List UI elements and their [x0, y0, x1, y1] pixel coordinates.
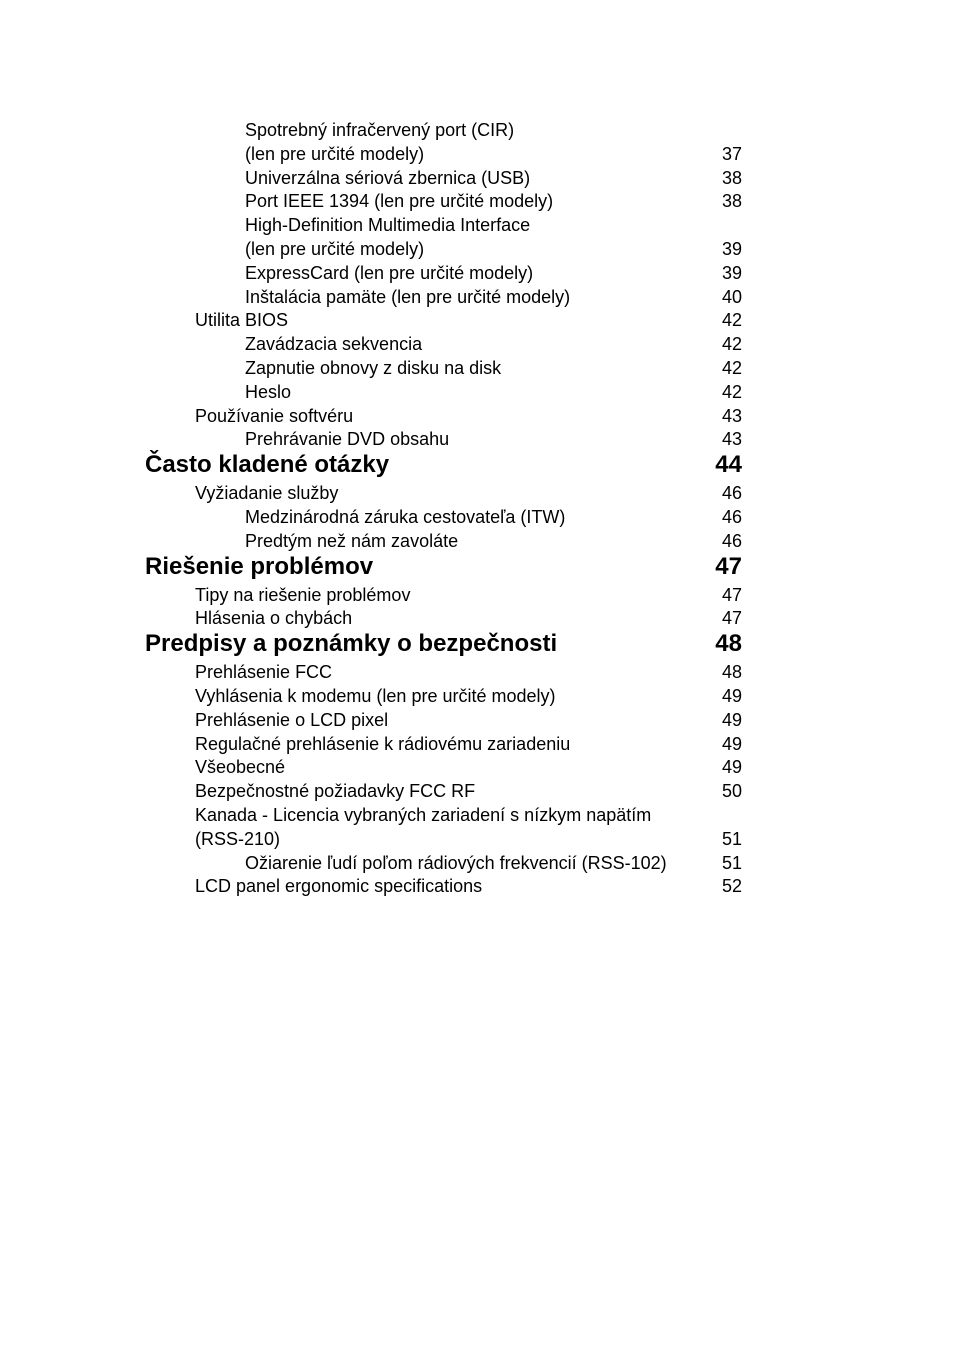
toc-page-number: 46 — [721, 506, 742, 527]
toc-entry[interactable] — [0, 213, 954, 237]
toc-entry-title: Vyžiadanie služby — [195, 483, 339, 504]
toc-page-number: 38 — [721, 167, 742, 188]
toc-chapter-entry[interactable] — [0, 451, 954, 481]
toc-entry[interactable] — [0, 166, 954, 190]
toc-entry-title: Vyhlásenia k modemu (len pre určité modely) — [195, 685, 556, 706]
toc-chapter-title: Riešenie problémov — [145, 552, 374, 580]
toc-page-number: 47 — [715, 552, 742, 580]
toc-page-number: 39 — [721, 238, 742, 259]
toc-entry[interactable] — [0, 660, 954, 684]
toc-page-number: 50 — [721, 781, 742, 802]
toc-entry[interactable] — [0, 583, 954, 607]
toc-entry[interactable] — [0, 261, 954, 285]
toc-entry[interactable] — [0, 404, 954, 428]
toc-entry[interactable] — [0, 803, 954, 827]
toc-entry[interactable] — [0, 708, 954, 732]
toc-entry-title: Prehlásenie FCC — [195, 662, 333, 683]
toc-entry-title: Zapnutie obnovy z disku na disk — [245, 357, 502, 378]
toc-chapter-title: Predpisy a poznámky o bezpečnosti — [145, 630, 558, 658]
toc-chapter-title: Často kladené otázky — [145, 451, 390, 479]
toc-page-number: 52 — [721, 876, 742, 897]
toc-entry[interactable] — [0, 189, 954, 213]
toc-entry-title: Univerzálna sériová zbernica (USB) — [245, 167, 531, 188]
toc-entry[interactable] — [0, 827, 954, 851]
toc-entry-title: Používanie softvéru — [195, 405, 354, 426]
toc-entry[interactable] — [0, 118, 954, 142]
toc-entry-title: Inštalácia pamäte (len pre určité modely) — [245, 286, 571, 307]
toc-page-number: 46 — [721, 530, 742, 551]
toc-page-number: 49 — [721, 685, 742, 706]
table-of-contents — [0, 118, 954, 898]
toc-entry[interactable] — [0, 142, 954, 166]
toc-page-number: 47 — [721, 584, 742, 605]
toc-entry[interactable] — [0, 427, 954, 451]
toc-entry-title: Predtým než nám zavoláte — [245, 530, 459, 551]
toc-page-number: 49 — [721, 757, 742, 778]
toc-page-number: 38 — [721, 191, 742, 212]
toc-page-number: 46 — [721, 483, 742, 504]
toc-page-number: 42 — [721, 381, 742, 402]
toc-page-number: 49 — [721, 733, 742, 754]
toc-entry[interactable] — [0, 606, 954, 630]
toc-entry[interactable] — [0, 732, 954, 756]
toc-entry-title: (RSS-210) — [195, 828, 281, 849]
toc-entry[interactable] — [0, 237, 954, 261]
toc-entry[interactable] — [0, 529, 954, 553]
toc-entry-title: Regulačné prehlásenie k rádiovému zariadeniu — [195, 733, 571, 754]
toc-entry-title: Heslo — [245, 381, 292, 402]
toc-page-number: 39 — [721, 262, 742, 283]
toc-page-number: 43 — [721, 405, 742, 426]
toc-page-number: 42 — [721, 334, 742, 355]
toc-entry[interactable] — [0, 684, 954, 708]
toc-page-number: 47 — [721, 608, 742, 629]
toc-entry[interactable] — [0, 755, 954, 779]
toc-entry[interactable] — [0, 779, 954, 803]
toc-entry[interactable] — [0, 874, 954, 898]
toc-entry-title: Prehrávanie DVD obsahu — [245, 429, 450, 450]
toc-entry-title: Všeobecné — [195, 757, 286, 778]
toc-entry-title: Port IEEE 1394 (len pre určité modely) — [245, 191, 554, 212]
toc-entry[interactable] — [0, 380, 954, 404]
toc-entry[interactable] — [0, 356, 954, 380]
toc-entry[interactable] — [0, 285, 954, 309]
toc-page-number: 51 — [721, 852, 742, 873]
toc-page-number: 44 — [715, 451, 742, 479]
toc-entry[interactable] — [0, 851, 954, 875]
toc-entry[interactable] — [0, 505, 954, 529]
toc-entry-title: Ožiarenie ľudí poľom rádiových frekvencií (RSS-102) — [245, 852, 667, 873]
toc-page-number: 49 — [721, 709, 742, 730]
toc-entry-title: High-Definition Multimedia Interface — [245, 215, 531, 236]
toc-chapter-entry[interactable] — [0, 630, 954, 660]
toc-entry-title: Spotrebný infračervený port (CIR) — [245, 120, 515, 140]
toc-entry[interactable] — [0, 332, 954, 356]
toc-entry[interactable] — [0, 481, 954, 505]
toc-entry-title: LCD panel ergonomic specifications — [195, 876, 483, 897]
toc-entry-title: Zavádzacia sekvencia — [245, 334, 423, 355]
toc-entry-title: Bezpečnostné požiadavky FCC RF — [195, 781, 476, 802]
toc-entry-title: Prehlásenie o LCD pixel — [195, 709, 389, 730]
toc-entry-title: (len pre určité modely) — [245, 143, 425, 164]
toc-entry-title: ExpressCard (len pre určité modely) — [245, 262, 534, 283]
toc-page-number: 48 — [721, 662, 742, 683]
toc-page-number: 43 — [721, 429, 742, 450]
toc-page-number: 48 — [715, 630, 742, 658]
toc-page-number: 51 — [721, 828, 742, 849]
toc-page-number: 40 — [721, 286, 742, 307]
toc-entry[interactable] — [0, 308, 954, 332]
toc-entry-title: Utilita BIOS — [195, 310, 289, 331]
toc-entry-title: Kanada - Licencia vybraných zariadení s nízkym napätím — [195, 804, 652, 825]
toc-entry-title: Medzinárodná záruka cestovateľa (ITW) — [245, 506, 566, 527]
toc-chapter-entry[interactable] — [0, 553, 954, 583]
toc-entry-title: Tipy na riešenie problémov — [195, 584, 411, 605]
toc-page-number: 42 — [721, 357, 742, 378]
toc-entry-title: Hlásenia o chybách — [195, 608, 353, 629]
toc-entry-title: (len pre určité modely) — [245, 238, 425, 259]
toc-page-number: 42 — [721, 310, 742, 331]
toc-page-number: 37 — [721, 143, 742, 164]
